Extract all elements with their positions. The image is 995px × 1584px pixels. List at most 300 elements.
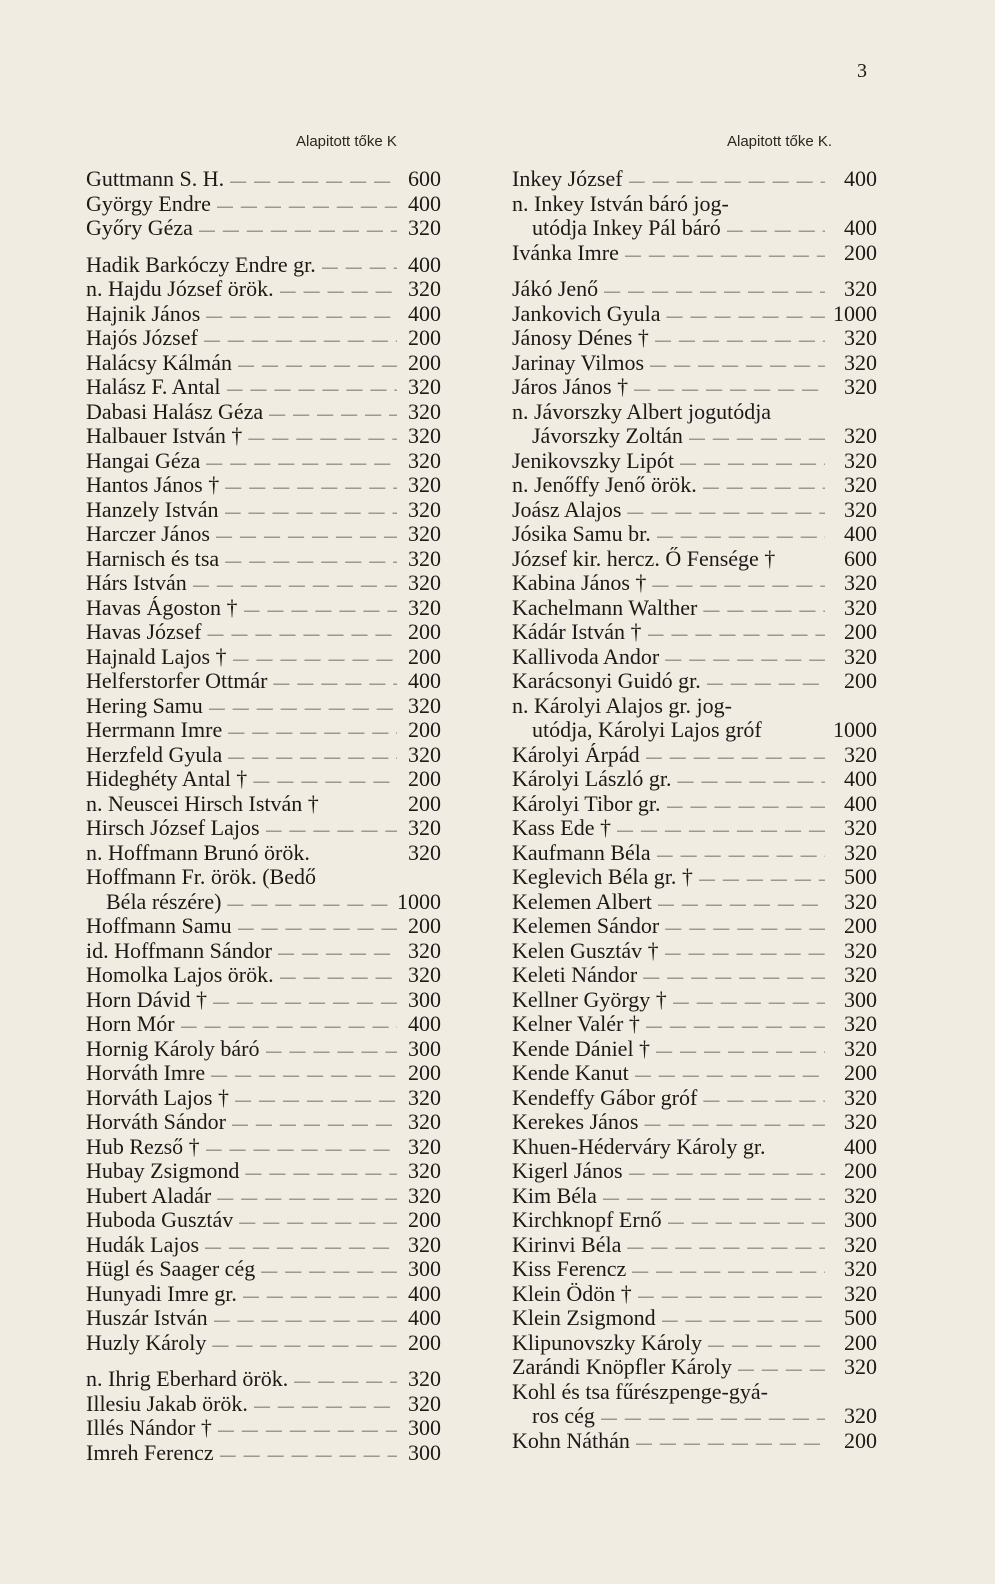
entry-name: Kallivoda Andor [512, 644, 660, 669]
list-item [512, 449, 877, 474]
entry-amount: 320 [408, 1110, 441, 1134]
entry-name: Hügl és Saager cég [86, 1257, 256, 1281]
entry-name: Horn Mór [86, 1012, 175, 1036]
list-item [512, 192, 877, 217]
entry-name: Károlyi Árpád [512, 742, 640, 767]
list-item [86, 645, 441, 670]
list-item [512, 841, 877, 866]
entry-name: Havas József [86, 620, 202, 644]
entry-amount: 300 [408, 987, 441, 1012]
list-item [512, 277, 877, 302]
dot-leader [707, 672, 825, 694]
entry-name: utódja Inkey Pál báró [532, 216, 721, 240]
entry-name: Kohn Náthán [512, 1428, 630, 1453]
list-item [86, 241, 441, 253]
entry-amount: 600 [844, 546, 877, 571]
entry-amount: 320 [844, 1036, 877, 1061]
dot-leader [225, 550, 397, 572]
list-item [86, 865, 441, 890]
entry-amount: 320 [408, 1134, 441, 1159]
dot-leader [239, 1211, 397, 1233]
entry-name: Herzfeld Gyula [86, 742, 223, 767]
entry-name: Hantos János † [86, 473, 220, 497]
entry-name: Klipunovszky Károly [512, 1330, 703, 1355]
entry-amount: 400 [408, 1306, 441, 1330]
entry-name: Hubert Aladár [86, 1183, 212, 1208]
list-item [512, 424, 877, 449]
entry-amount: 320 [408, 963, 441, 987]
dot-leader [266, 1040, 397, 1062]
entry-amount: 300 [408, 1257, 441, 1281]
list-item [86, 1135, 441, 1160]
list-item [512, 1380, 877, 1405]
list-item [512, 1135, 877, 1160]
entry-name: Kende Dániel † [512, 1036, 651, 1061]
dot-leader [636, 1432, 825, 1454]
list-item [86, 547, 441, 572]
list-item [86, 277, 441, 302]
entry-name: Hadik Barkóczy Endre gr. [86, 252, 316, 277]
entry-amount: 200 [408, 644, 441, 669]
list-item [86, 718, 441, 743]
dot-leader [603, 1187, 825, 1209]
entry-amount: 200 [844, 240, 877, 265]
dot-leader [646, 1015, 825, 1037]
list-item [512, 167, 877, 192]
entry-name: Hoffmann Samu [86, 914, 232, 938]
entry-amount: 320 [844, 1281, 877, 1306]
dot-leader [269, 403, 397, 425]
entry-name: Kelen Gusztáv † [512, 938, 659, 963]
entry-name: Hárs István [86, 571, 187, 595]
entry-amount: 200 [408, 718, 441, 742]
entry-amount: 320 [408, 424, 441, 448]
dot-leader [243, 1285, 397, 1307]
entry-name: Hudák Lajos [86, 1232, 200, 1257]
dot-leader [294, 1370, 397, 1392]
dot-leader [638, 1285, 825, 1307]
entry-name: Kendeffy Gábor gróf [512, 1085, 698, 1110]
entry-name: Huboda Gusztáv [86, 1208, 234, 1232]
entry-name: Inkey József [512, 167, 623, 191]
entry-amount: 200 [408, 1061, 441, 1085]
list-item [86, 939, 441, 964]
entry-name: Kabina János † [512, 571, 647, 595]
entry-amount: 320 [844, 497, 877, 522]
list-item [86, 792, 441, 817]
dot-leader [278, 942, 397, 964]
list-item [512, 939, 877, 964]
dot-leader [235, 1089, 397, 1111]
dot-leader [238, 354, 397, 376]
entry-amount: 320 [844, 277, 877, 301]
entry-name: Hajnald Lajos † [86, 644, 227, 669]
list-item [86, 253, 441, 278]
list-item [86, 326, 441, 351]
dot-leader [199, 219, 397, 241]
entry-amount: 400 [408, 252, 441, 277]
list-item [86, 424, 441, 449]
entry-name: Jenikovszky Lipót [512, 448, 674, 473]
dot-leader [207, 623, 397, 645]
list-item [86, 694, 441, 719]
dot-leader [665, 648, 825, 670]
list-item [86, 890, 441, 915]
list-item [86, 473, 441, 498]
entry-name: Herrmann Imre [86, 718, 223, 742]
entry-name: Jósika Samu br. [512, 522, 651, 546]
entry-amount: 300 [408, 1416, 441, 1440]
entry-name: Guttmann S. H. [86, 167, 225, 191]
entry-amount: 320 [844, 1085, 877, 1110]
entry-amount: 320 [408, 448, 441, 473]
list-item [512, 792, 877, 817]
list-item [512, 620, 877, 645]
entry-amount: 400 [844, 522, 877, 546]
entry-amount: 400 [408, 669, 441, 693]
list-item [86, 1392, 441, 1417]
entry-amount: 200 [408, 1330, 441, 1355]
column-header-left: Alapitott tőke K [296, 133, 397, 150]
entry-amount: 320 [408, 571, 441, 595]
list-item [86, 620, 441, 645]
entry-name: Kende Kanut [512, 1061, 629, 1085]
entry-name: Hajós József [86, 326, 198, 350]
entry-amount: 320 [844, 350, 877, 375]
list-item [512, 718, 877, 743]
list-item [86, 375, 441, 400]
list-item [86, 498, 441, 523]
dot-leader [253, 770, 397, 792]
entry-amount: 320 [408, 277, 441, 301]
entry-name: n. Ihrig Eberhard örök. [86, 1367, 289, 1391]
entry-name: Homolka Lajos örök. [86, 963, 274, 987]
dot-leader [703, 476, 825, 498]
dot-leader [632, 1260, 825, 1282]
dot-leader [225, 501, 397, 523]
dot-leader [213, 991, 397, 1013]
entry-amount: 1000 [833, 301, 877, 326]
entry-name: Kachelmann Walther [512, 595, 698, 620]
dot-leader [644, 1113, 825, 1135]
entry-name: Kim Béla [512, 1183, 597, 1208]
entry-name: Jankovich Gyula [512, 301, 661, 326]
list-item [86, 988, 441, 1013]
dot-leader [244, 599, 397, 621]
list-item [86, 1441, 441, 1466]
entry-name: Károlyi László gr. [512, 767, 672, 791]
list-item [86, 522, 441, 547]
entry-amount: 320 [844, 816, 877, 840]
entry-name: Harnisch és tsa [86, 546, 220, 571]
entry-amount: 200 [844, 1330, 877, 1355]
list-item [86, 816, 441, 841]
entry-amount: 320 [844, 1012, 877, 1036]
entry-amount: 400 [408, 1281, 441, 1306]
entry-amount: 320 [408, 816, 441, 840]
dot-leader [604, 280, 825, 302]
dot-leader [627, 501, 825, 523]
entry-name: Klein Zsigmond [512, 1306, 656, 1330]
dot-leader [650, 354, 825, 376]
list-item [512, 890, 877, 915]
entry-name: József kir. hercz. Ő Fensége † [512, 546, 776, 571]
dot-leader [625, 244, 825, 266]
dot-leader [211, 1064, 397, 1086]
list-item [512, 1233, 877, 1258]
entry-name: Imreh Ferencz [86, 1440, 214, 1465]
list-item [512, 326, 877, 351]
dot-leader [662, 1309, 825, 1331]
list-item [86, 743, 441, 768]
entry-name: Hajnik János [86, 301, 201, 326]
list-item [512, 1404, 877, 1429]
list-item [512, 669, 877, 694]
list-item [512, 1037, 877, 1062]
entry-amount: 320 [408, 693, 441, 718]
right-column-list [512, 167, 877, 1453]
page-number: 3 [857, 60, 867, 82]
entry-amount: 200 [408, 350, 441, 375]
list-item [86, 1306, 441, 1331]
entry-name: Hangai Géza [86, 448, 201, 473]
entry-name: Joász Alajos [512, 497, 622, 522]
entry-name: Zarándi Knöpfler Károly [512, 1355, 732, 1379]
dot-leader [648, 623, 825, 645]
dot-leader [322, 256, 397, 278]
entry-name: Illés Nándor † [86, 1416, 212, 1440]
entry-amount: 400 [408, 301, 441, 326]
entry-name: Kirinvi Béla [512, 1232, 622, 1257]
dot-leader [280, 280, 397, 302]
list-item [86, 841, 441, 866]
list-item [512, 547, 877, 572]
entry-amount: 320 [408, 742, 441, 767]
dot-leader [227, 893, 391, 915]
list-item [512, 694, 877, 719]
list-item [86, 192, 441, 217]
dot-leader [206, 452, 397, 474]
entry-name: Hoffmann Fr. örök. (Bedő [86, 865, 316, 889]
entry-name: Horváth Lajos † [86, 1085, 229, 1110]
list-item [512, 816, 877, 841]
entry-name: Illesiu Jakab örök. [86, 1391, 248, 1416]
dot-leader [656, 1040, 825, 1062]
entry-name: Kelemen Albert [512, 889, 652, 914]
dot-leader [657, 525, 825, 547]
entry-amount: 400 [408, 191, 441, 216]
entry-name: Keleti Nándor [512, 963, 638, 987]
list-item [512, 596, 877, 621]
entry-name: n. Hoffmann Brunó örök. [86, 840, 310, 865]
entry-amount: 1000 [833, 718, 877, 742]
entry-amount: 320 [844, 889, 877, 914]
dot-leader [227, 378, 398, 400]
entry-amount: 200 [844, 620, 877, 644]
entry-amount: 320 [408, 1232, 441, 1257]
entry-name: Hanzely István [86, 497, 219, 522]
dot-leader [677, 770, 825, 792]
entry-name: Kelner Valér † [512, 1012, 640, 1036]
dot-leader [680, 452, 825, 474]
dot-leader [617, 819, 825, 841]
entry-amount: 320 [408, 375, 441, 399]
entry-name: Hirsch József Lajos [86, 816, 260, 840]
entry-amount: 400 [408, 1012, 441, 1036]
dot-leader [232, 1113, 397, 1135]
entry-name: n. Inkey István báró jog- [512, 191, 729, 216]
dot-leader [216, 525, 397, 547]
dot-leader [634, 378, 825, 400]
dot-leader [665, 917, 825, 939]
dot-leader [601, 1407, 825, 1429]
dot-leader [233, 648, 397, 670]
entry-amount: 320 [408, 840, 441, 865]
entry-amount: 400 [844, 767, 877, 791]
entry-amount: 320 [844, 742, 877, 767]
entry-amount: 320 [408, 399, 441, 424]
entry-amount: 500 [844, 1306, 877, 1330]
dot-leader [193, 574, 397, 596]
entry-amount: 200 [844, 1428, 877, 1453]
dot-leader [248, 427, 397, 449]
dot-leader [228, 746, 397, 768]
dot-leader [230, 170, 397, 192]
entry-name: n. Károlyi Alajos gr. jog- [512, 693, 732, 718]
entry-amount: 200 [408, 767, 441, 791]
entry-name: Jákó Jenő [512, 277, 599, 301]
entry-amount: 200 [408, 326, 441, 350]
list-item [512, 767, 877, 792]
list-item [512, 743, 877, 768]
list-item [86, 1012, 441, 1037]
entry-name: Hub Rezső † [86, 1134, 200, 1159]
list-item [512, 1257, 877, 1282]
list-item [512, 1429, 877, 1454]
entry-name: Győry Géza [86, 216, 193, 240]
list-item [512, 1184, 877, 1209]
list-item [86, 302, 441, 327]
entry-amount: 320 [844, 473, 877, 497]
entry-name: Béla részére) [106, 889, 222, 914]
dot-leader [708, 1334, 825, 1356]
dot-leader [280, 966, 397, 988]
list-item [86, 914, 441, 939]
dot-leader [261, 1260, 397, 1282]
entry-name: Kaufmann Béla [512, 840, 651, 865]
entry-amount: 320 [844, 1355, 877, 1379]
dot-leader [254, 1395, 397, 1417]
entry-amount: 320 [844, 448, 877, 473]
list-item [86, 351, 441, 376]
entry-name: n. Jenőffy Jenő örök. [512, 473, 697, 497]
list-item [512, 645, 877, 670]
entry-amount: 200 [844, 1061, 877, 1085]
dot-leader [273, 672, 397, 694]
dot-leader [646, 746, 825, 768]
list-item [512, 914, 877, 939]
entry-name: Huszár István [86, 1306, 208, 1330]
dot-leader [204, 329, 397, 351]
list-item [86, 963, 441, 988]
dot-leader [629, 1162, 825, 1184]
dot-leader [206, 1138, 397, 1160]
entry-name: Halász F. Antal [86, 375, 221, 399]
list-item [512, 351, 877, 376]
entry-name: Karácsonyi Guidó gr. [512, 669, 701, 693]
entry-amount: 300 [408, 1036, 441, 1061]
entry-amount: 320 [408, 1391, 441, 1416]
entry-amount: 300 [844, 1208, 877, 1232]
list-item [512, 216, 877, 241]
dot-leader [635, 1064, 825, 1086]
entry-name: Hering Samu [86, 693, 203, 718]
entry-name: Jarinay Vilmos [512, 350, 645, 375]
entry-name: Hideghéty Antal † [86, 767, 248, 791]
list-item [512, 1331, 877, 1356]
entry-name: Hubay Zsigmond [86, 1159, 240, 1183]
list-item [86, 1184, 441, 1209]
list-item [512, 865, 877, 890]
list-item [86, 1110, 441, 1135]
list-item [86, 1367, 441, 1392]
entry-name: Kass Ede † [512, 816, 611, 840]
dot-leader [209, 697, 397, 719]
entry-name: Kigerl János [512, 1159, 623, 1183]
entry-amount: 320 [844, 1232, 877, 1257]
entry-amount: 320 [844, 1110, 877, 1134]
list-item [86, 669, 441, 694]
list-item [86, 1355, 441, 1367]
entry-amount: 300 [844, 987, 877, 1012]
entry-name: Khuen-Héderváry Károly gr. [512, 1134, 766, 1159]
list-item [512, 1086, 877, 1111]
list-item [86, 1208, 441, 1233]
entry-amount: 200 [408, 620, 441, 644]
entry-name: Halácsy Kálmán [86, 350, 232, 375]
list-item [86, 1331, 441, 1356]
list-item [512, 522, 877, 547]
entry-amount: 320 [408, 473, 441, 497]
dot-leader [658, 893, 825, 915]
list-item [512, 963, 877, 988]
list-item [86, 1416, 441, 1441]
entry-name: Halbauer István † [86, 424, 243, 448]
entry-name: Dabasi Halász Géza [86, 399, 264, 424]
dot-leader [643, 966, 825, 988]
dot-leader [703, 1089, 825, 1111]
entry-name: Jánosy Dénes † [512, 326, 649, 350]
entry-amount: 320 [844, 375, 877, 399]
entry-amount: 320 [408, 546, 441, 571]
dot-leader [665, 942, 825, 964]
entry-amount: 400 [844, 216, 877, 240]
entry-amount: 1000 [397, 889, 441, 914]
left-column-list [86, 167, 441, 1465]
entry-amount: 400 [844, 1134, 877, 1159]
list-item [86, 1233, 441, 1258]
entry-amount: 200 [408, 1208, 441, 1232]
entry-name: Kádár István † [512, 620, 642, 644]
dot-leader [667, 795, 825, 817]
entry-amount: 200 [408, 791, 441, 816]
dot-leader [673, 991, 825, 1013]
entry-amount: 320 [844, 840, 877, 865]
entry-amount: 200 [844, 669, 877, 693]
dot-leader [266, 819, 397, 841]
list-item [86, 767, 441, 792]
dot-leader [220, 1444, 397, 1466]
